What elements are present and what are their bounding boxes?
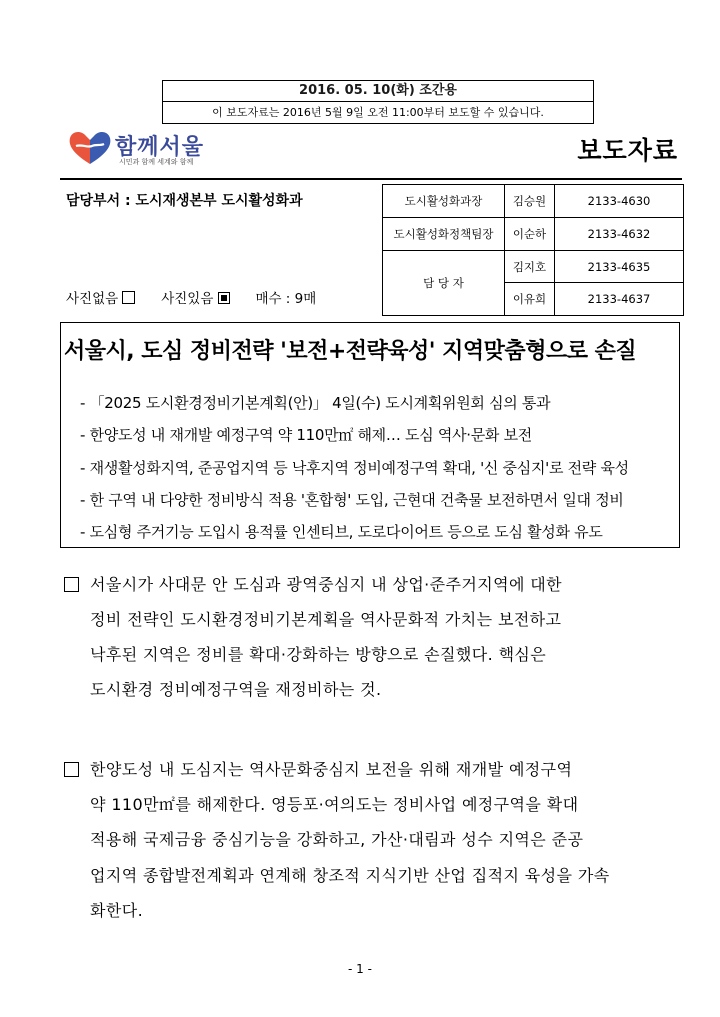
headline: 서울시, 도심 정비전략 '보전+전략육성' 지역맞춤형으로 손질 (64, 339, 637, 364)
paragraph-line: 적용해 국제금융 중심기능을 강화하고, 가산·대림과 성수 지역은 준공 (90, 830, 584, 849)
filled-checkbox-icon (218, 292, 230, 304)
contact-name: 이유희 (505, 283, 555, 315)
body-paragraph (60, 572, 680, 712)
contact-phone: 2133-4637 (587, 292, 651, 306)
has-photo-label: 사진있음 (161, 291, 214, 307)
contact-phone: 2133-4630 (555, 185, 683, 218)
paragraph-line: 도시환경 정비예정구역을 재정비하는 것. (90, 680, 382, 699)
paragraph-line: 화한다. (90, 901, 144, 920)
subpoint: - 재생활성화지역, 준공업지역 등 낙후지역 정비예정구역 확대, '신 중심지'로 전략 육성 (80, 459, 629, 477)
embargo-date: 2016. 05. 10(화) 조간용 (163, 81, 593, 102)
photo-count: 매수 : 9매 (255, 291, 317, 307)
paragraph-line: 낙후된 지역은 정비를 확대·강화하는 방향으로 손질했다. 핵심은 (90, 645, 547, 664)
contact-table (382, 184, 684, 316)
header-divider (60, 178, 682, 180)
heart-hands-icon (66, 128, 114, 168)
paragraph-line: 한양도성 내 도심지는 역사문화중심지 보전을 위해 재개발 예정구역 (90, 760, 573, 779)
contact-name: 이순하 (505, 218, 555, 251)
subpoint: - 「2025 도시환경정비기본계획(안)」 4일(수) 도시계획위원회 심의 통과 (80, 394, 551, 412)
paragraph-line: 약 110만㎡를 해제한다. 영등포·여의도는 정비사업 예정구역을 확대 (90, 795, 579, 814)
embargo-box (162, 80, 594, 124)
empty-checkbox-icon (122, 291, 135, 304)
paragraph-line: 업지역 종합발전계획과 연계해 창조적 지식기반 산업 집적지 육성을 가속 (90, 866, 610, 885)
contact-role: 담 당 자 (383, 251, 505, 315)
body-paragraph (60, 757, 680, 937)
embargo-notice: 이 보도자료는 2016년 5월 9일 오전 11:00부터 보도할 수 있습니다. (212, 106, 544, 119)
logo-tagline: 시민과 함께 세계와 함께 (119, 158, 194, 166)
page-number: - 1 - (348, 962, 372, 976)
contact-role: 도시활성화정책팀장 (383, 218, 505, 251)
contact-phone: 2133-4632 (555, 218, 683, 251)
no-photo-label: 사진없음 (66, 291, 119, 307)
photo-info (66, 287, 316, 307)
logo-name: 함께서울 (115, 135, 205, 160)
contact-name: 김승원 (505, 185, 555, 218)
contact-phone: 2133-4635 (555, 251, 683, 283)
department-line: 담당부서 : 도시재생본부 도시활성화과 (66, 193, 303, 209)
subpoint: - 한 구역 내 다양한 정비방식 적용 '혼합형' 도입, 근현대 건축물 보전하면서 일대 정비 (80, 491, 624, 509)
bullet-square-icon (64, 762, 79, 777)
doc-type-title: 보도자료 (577, 136, 678, 165)
subpoint: - 도심형 주거기능 도입시 용적률 인센티브, 도로다이어트 등으로 도심 활성화 유도 (80, 523, 603, 541)
subpoint: - 한양도성 내 재개발 예정구역 약 110만㎡ 해제… 도심 역사·문화 보전 (80, 426, 532, 444)
bullet-square-icon (64, 577, 79, 592)
paragraph-line: 정비 전략인 도시환경정비기본계획을 역사문화적 가치는 보전하고 (90, 610, 562, 629)
paragraph-line: 서울시가 사대문 안 도심과 광역중심지 내 상업·준주거지역에 대한 (90, 575, 562, 594)
contact-role: 도시활성화과장 (383, 185, 505, 218)
contact-name: 김지호 (505, 251, 555, 283)
seoul-logo (66, 128, 114, 168)
